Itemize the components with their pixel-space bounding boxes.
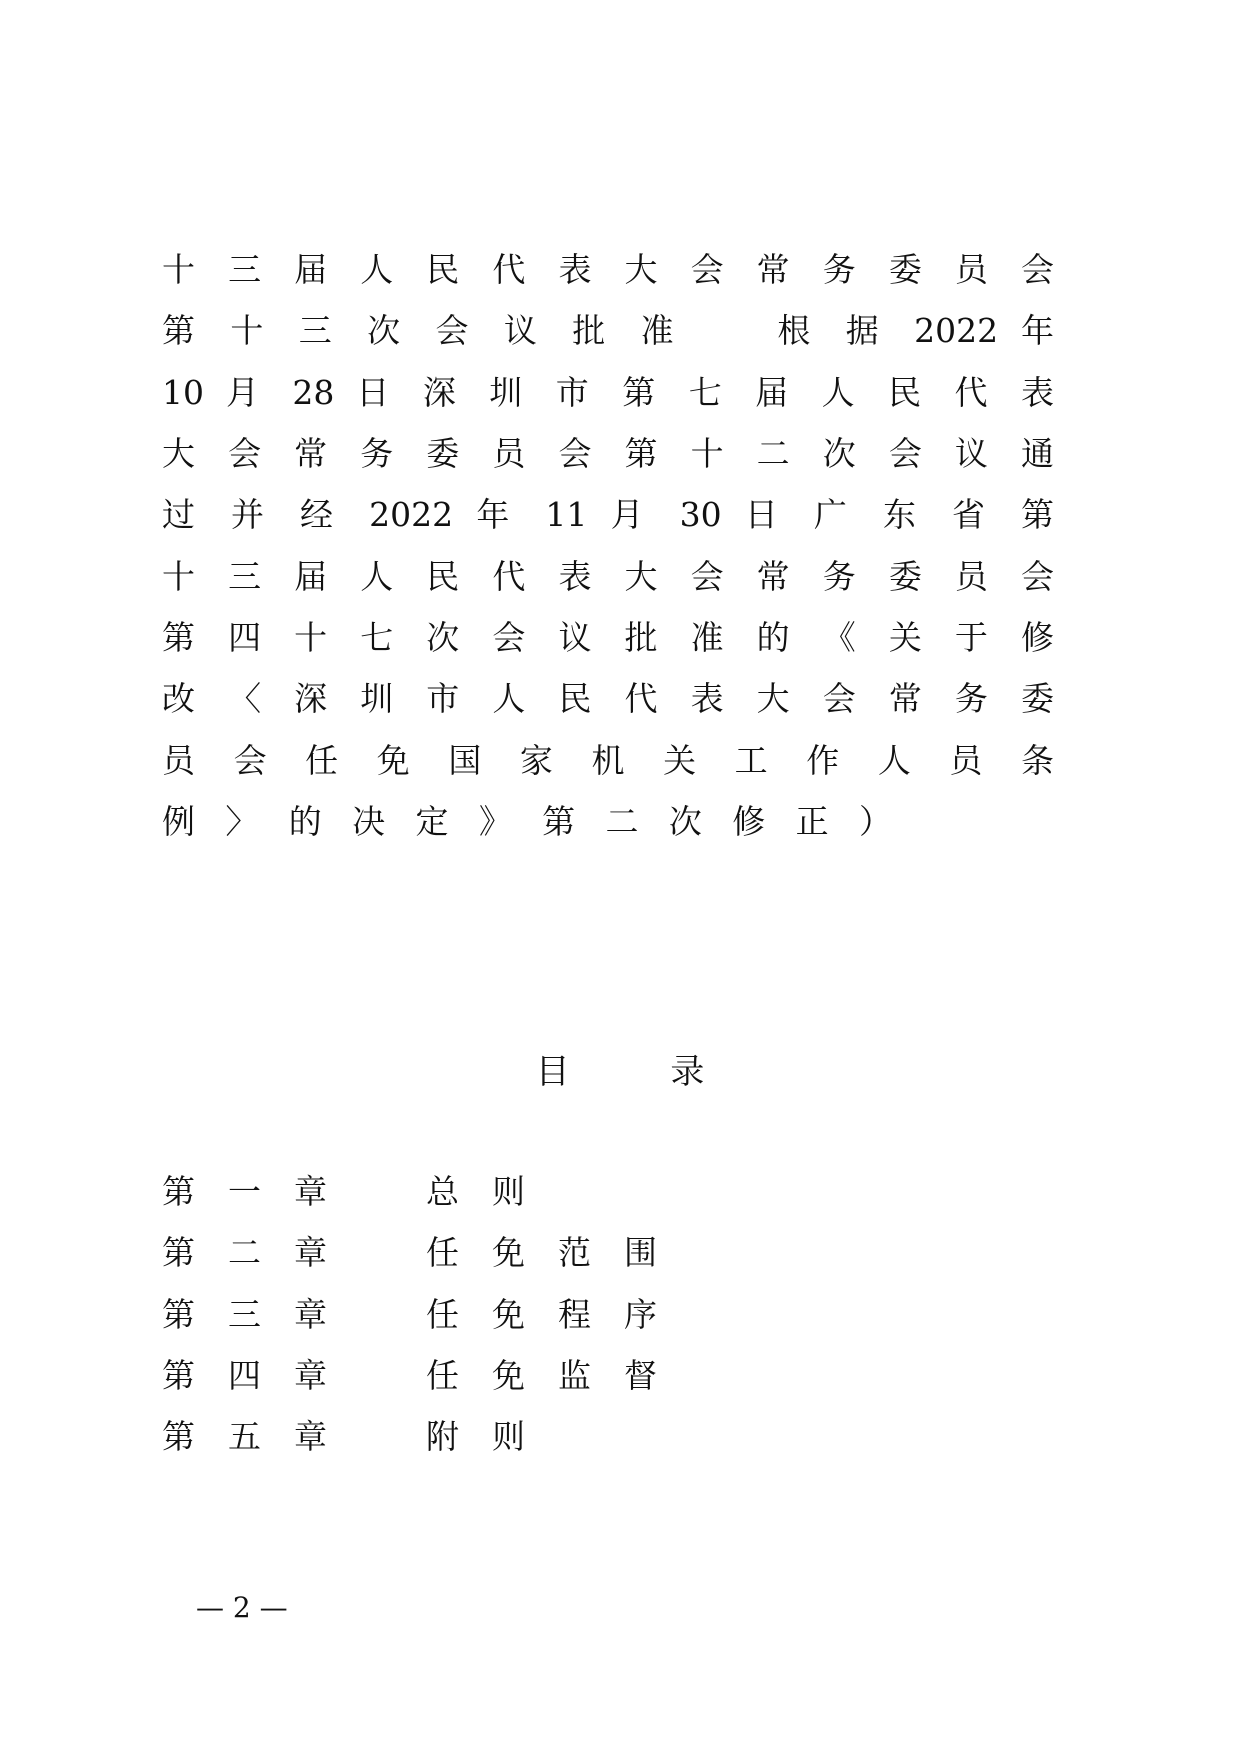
toc-chapter-label: 第一章 [162, 1172, 360, 1211]
toc-chapter-label: 第三章 [162, 1295, 360, 1334]
toc-chapter-heading: 总则 [426, 1172, 558, 1211]
toc-chapter-label: 第四章 [162, 1356, 360, 1395]
history-text-line-3: 10 月 28 日 深 圳 市 第 七 届 人 民 代 表 [162, 373, 1054, 412]
history-text-line-5: 过 并 经 2022 年 11 月 30 日 广 东 省 第 [162, 495, 1054, 534]
table-of-contents-title: 目 录 [535, 1052, 705, 1092]
toc-chapter-heading: 附则 [426, 1417, 558, 1456]
history-text-line-8: 改 〈 深 圳 市 人 民 代 表 大 会 常 务 委 [162, 679, 1054, 718]
toc-chapter-label: 第五章 [162, 1417, 360, 1456]
toc-chapter-heading: 任免范围 [426, 1233, 690, 1272]
page-number: — 2 — [196, 1591, 288, 1624]
history-text-line-4: 大 会 常 务 委 员 会 第 十 二 次 会 议 通 [162, 434, 1054, 473]
toc-chapter-heading: 任免程序 [426, 1295, 690, 1334]
history-text-line-7: 第 四 十 七 次 会 议 批 准 的 《 关 于 修 [162, 618, 1054, 657]
history-text-line-9: 员 会 任 免 国 家 机 关 工 作 人 员 条 [162, 741, 1054, 780]
history-text-line-1: 十 三 届 人 民 代 表 大 会 常 务 委 员 会 [162, 250, 1054, 289]
toc-chapter-label: 第二章 [162, 1233, 360, 1272]
toc-chapter-heading: 任免监督 [426, 1356, 690, 1395]
history-text-line-2: 第 十 三 次 会 议 批 准 根 据 2022 年 [162, 311, 1055, 350]
history-text-line-6: 十 三 届 人 民 代 表 大 会 常 务 委 员 会 [162, 557, 1054, 596]
history-text-line-10: 例 〉 的 决 定 》 第 二 次 修 正 ） [162, 802, 892, 841]
